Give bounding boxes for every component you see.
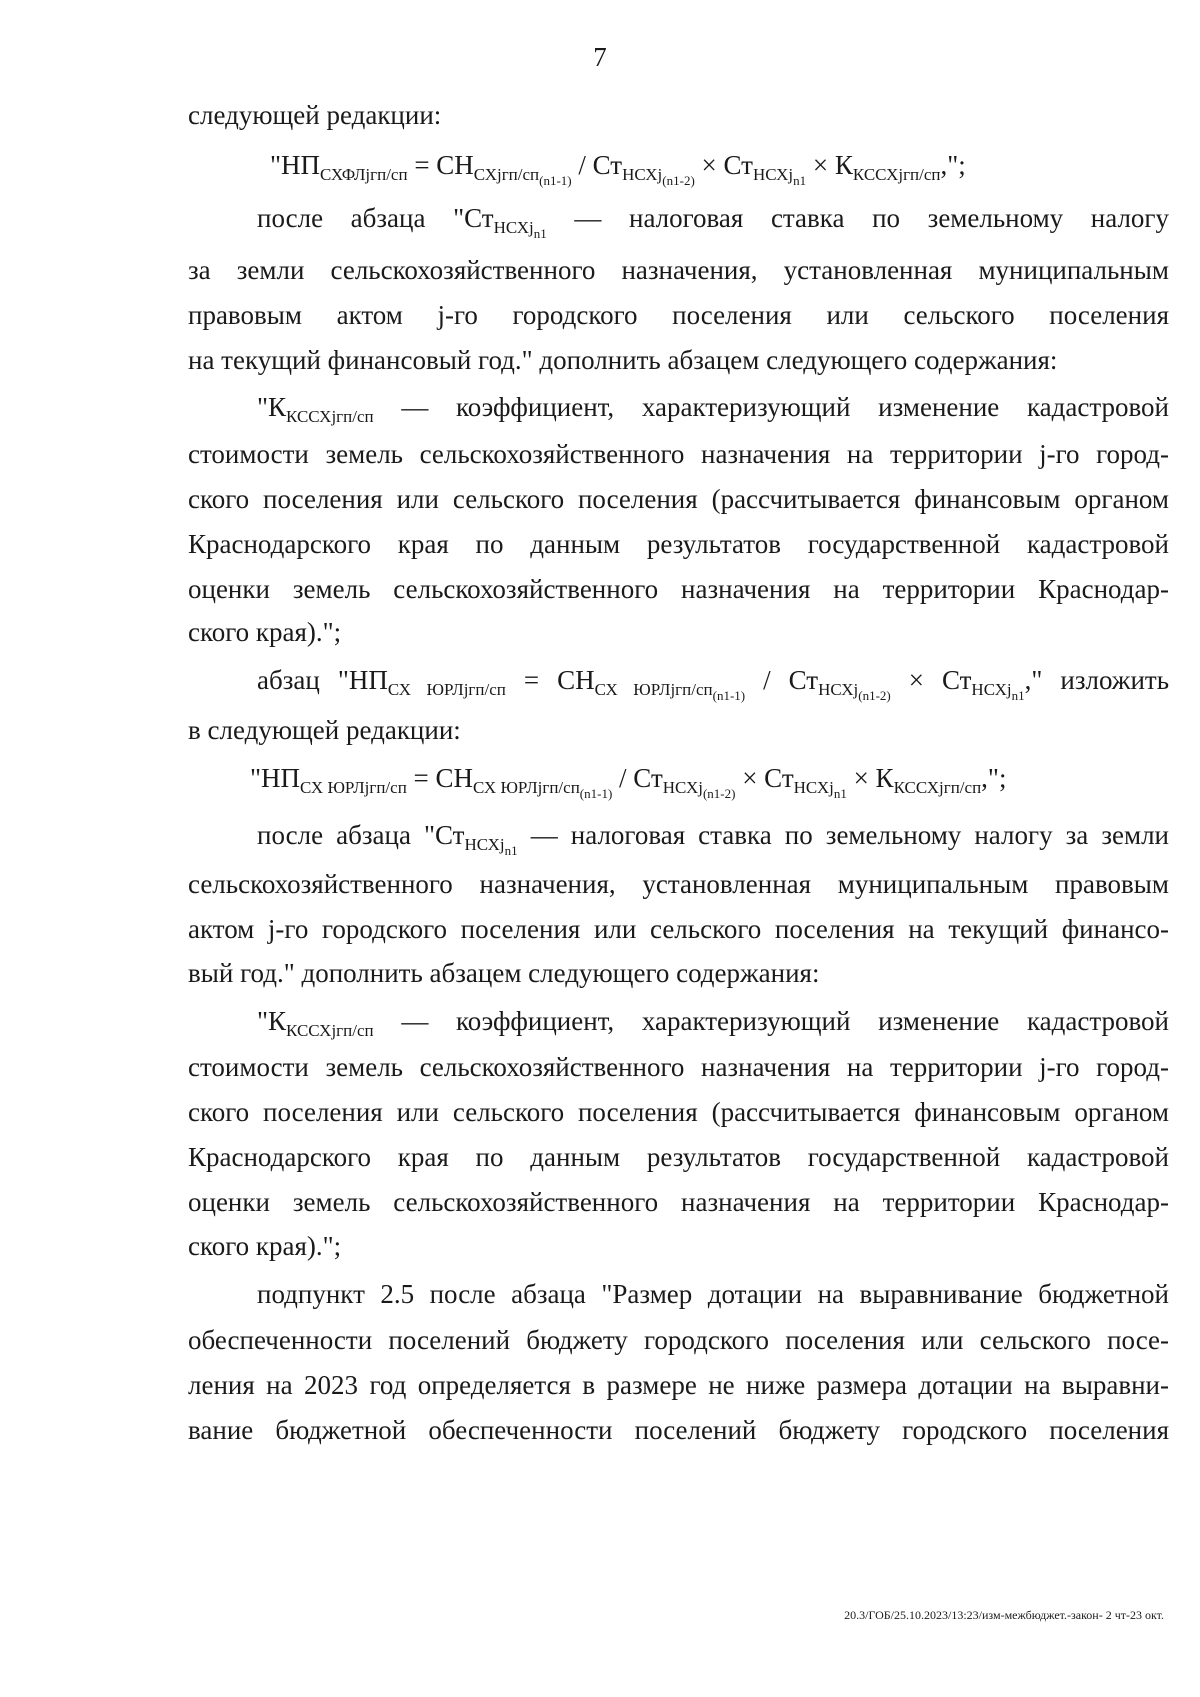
text-line: ского края)."; [188, 1231, 342, 1261]
text-line: вый год." дополнить абзацем следующего содержания: [188, 958, 820, 988]
page-number: 7 [593, 42, 607, 72]
text-line: актом j-го городского поселения или сельского поселения на текущий финансо- [188, 914, 1169, 944]
text-line: правовым актом j-го городского поселения или сельского поселения [188, 300, 1169, 330]
formula-line: "$НП_{СХ ЮРЛjгп/сп} = СН_{СХ ЮРЛjгп/сп_{(n1-1)}} / Ст_{НСХj_{(n1-2)}} \times Ст_{НСХj_{n1}} \times К_{КССХjгп/сп}$,"; [250, 763, 1007, 801]
formula-line: "$НП_{СХФЛjгп/сп} = СН_{СХjгп/сп_{(n1-1)}} / Ст_{НСХj_{(n1-2)}} \times Ст_{НСХj_{n1}} \times К_{КССХjгп/сп}$,"; [270, 150, 966, 188]
text-line: "$К_{КССХjгп/сп}$ — коэффициент, характеризующий изменение кадастровой [257, 1006, 1169, 1040]
text-line: за земли сельскохозяйственного назначения, установленная муниципальным [188, 255, 1169, 285]
text-line: подпункт 2.5 после абзаца "Размер дотации на выравнивание бюджетной [257, 1279, 1169, 1309]
text-line: стоимости земель сельскохозяйственного назначения на территории j-го город- [188, 1052, 1169, 1082]
text-line: сельскохозяйственного назначения, установленная муниципальным правовым [188, 869, 1169, 899]
text-line: "$К_{КССХjгп/сп}$ — коэффициент, характеризующий изменение кадастровой [257, 392, 1169, 426]
text-line: следующей редакции: [188, 100, 442, 130]
text-line: оценки земель сельскохозяйственного назначения на территории Краснодар- [188, 1187, 1169, 1217]
text-line: Краснодарского края по данным результатов государственной кадастровой [188, 1142, 1169, 1172]
text-line: обеспеченности поселений бюджету городского поселения или сельского посе- [188, 1325, 1169, 1355]
text-line: ления на 2023 год определяется в размере не ниже размера дотации на выравни- [188, 1370, 1169, 1400]
text-line: Краснодарского края по данным результатов государственной кадастровой [188, 529, 1169, 559]
text-line: на текущий финансовый год." дополнить абзацем следующего содержания: [188, 345, 1058, 375]
text-line: после абзаца "$Ст_{НСХj_{n1}}$ — налоговая ставка по земельному налогу [257, 203, 1170, 241]
formula-line: абзац "$НП_{СХ ЮРЛjгп/сп} = СН_{СХ ЮРЛjгп/сп_{(n1-1)}} / Ст_{НСХj_{(n1-2)}} \times Ст_{НСХj_{n1}}$," изложить [257, 665, 1170, 703]
text-line: оценки земель сельскохозяйственного назначения на территории Краснодар- [188, 574, 1169, 604]
text-line: ского поселения или сельского поселения (рассчитывается финансовым органом [188, 1097, 1169, 1127]
text-line: в следующей редакции: [188, 715, 461, 745]
text-line: ского края)."; [188, 617, 342, 647]
text-line: стоимости земель сельскохозяйственного назначения на территории j-го город- [188, 439, 1169, 469]
text-line: ского поселения или сельского поселения (рассчитывается финансовым органом [188, 484, 1169, 514]
text-line: вание бюджетной обеспеченности поселений бюджету городского поселения [188, 1415, 1169, 1445]
document-footer: 20.3/ГОБ/25.10.2023/13:23/изм-межбюджет.-закон- 2 чт-23 окт. [844, 1608, 1164, 1622]
text-line: после абзаца "$Ст_{НСХj_{n1}}$ — налоговая ставка по земельному налогу за земли [257, 820, 1170, 858]
